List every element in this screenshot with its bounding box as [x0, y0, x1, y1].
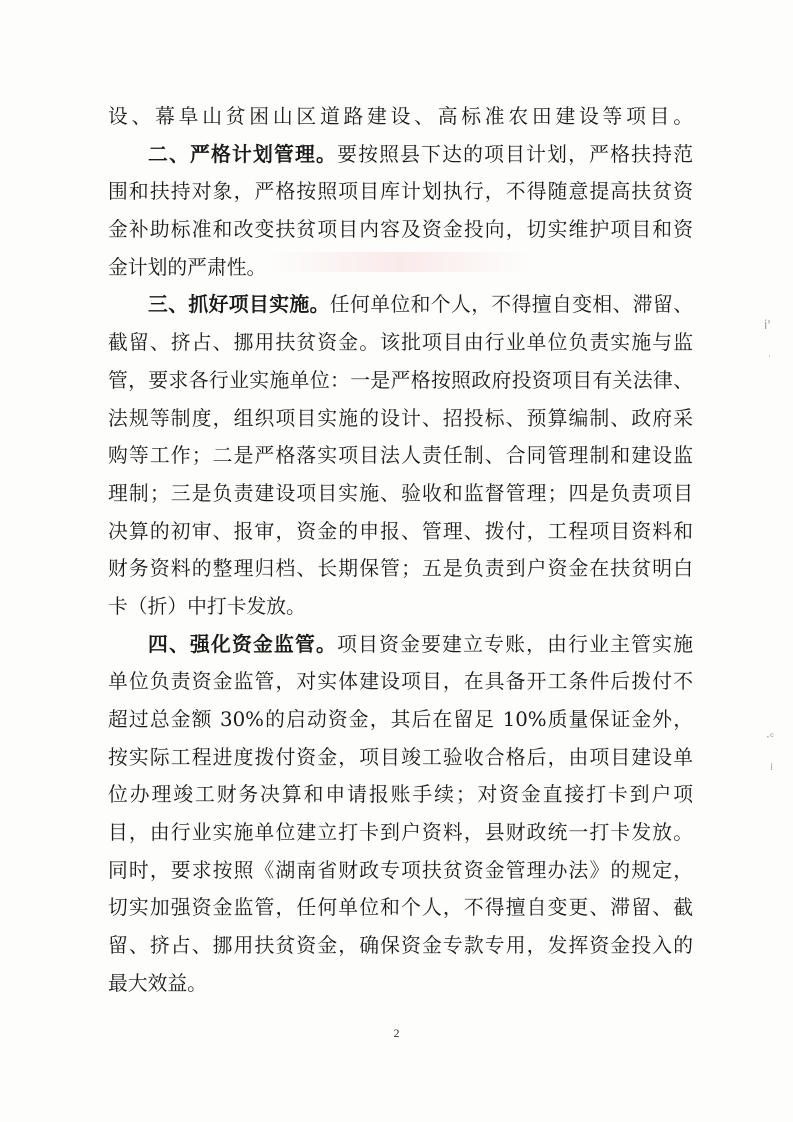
page-number: 2 [393, 1026, 400, 1040]
section-heading-line: 四、强化资金监管。项目资金要建立专账，由行业主管实施 [148, 632, 693, 656]
text-line: 决算的初审、报审，资金的申报、管理、拨付，工程项目资料和 [108, 519, 693, 543]
text-line: 目，由行业实施单位建立打卡到户资料，县财政统一打卡发放。 [108, 821, 693, 845]
text-line: 购等工作；二是严格落实项目法人责任制、合同管理制和建设监 [108, 444, 693, 468]
text-line: 法规等制度，组织项目实施的设计、招投标、预算编制、政府采 [108, 406, 693, 430]
text-line: 留、挤占、挪用扶贫资金，确保资金专款专用，发挥资金投入的 [108, 934, 693, 958]
section-heading-line: 二、严格计划管理。要按照县下达的项目计划，严格扶持范 [148, 142, 693, 166]
text-line: 财务资料的整理归档、长期保管；五是负责到户资金在扶贫明白 [108, 557, 693, 581]
text-line: 围和扶持对象，严格按照项目库计划执行，不得随意提高扶贫资 [108, 180, 693, 204]
scan-mark: ⅰ' [764, 318, 771, 332]
text-line: 最大效益。 [108, 971, 207, 995]
body-text [108, 98, 693, 1003]
scan-mark: ·ᶜ [766, 730, 775, 744]
text-line: 设、幕阜山贫困山区道路建设、高标准农田建设等项目。 [108, 105, 693, 128]
section-heading: 三、抓好项目实施。 [148, 293, 330, 317]
text-line: 金补助标准和改变扶贫项目内容及资金投向，切实维护项目和资 [108, 218, 693, 242]
scan-mark: · [768, 352, 771, 362]
text-line: 管，要求各行业实施单位：一是严格按照政府投资项目有关法律、 [108, 368, 693, 392]
text-line: 截留、挤占、挪用扶贫资金。该批项目由行业单位负责实施与监 [108, 331, 693, 355]
scan-mark: ⁞ [770, 762, 774, 773]
text-line: 位办理竣工财务决算和申请报账手续；对资金直接打卡到户项 [108, 783, 693, 807]
text-line: 金计划的严肃性。 [108, 255, 267, 279]
text-line: 按实际工程进度拨付资金，项目竣工验收合格后，由项目建设单 [108, 745, 693, 769]
section-heading-line: 三、抓好项目实施。任何单位和个人，不得擅自变相、滞留、 [148, 293, 693, 317]
text-line: 同时，要求按照《湖南省财政专项扶贫资金管理办法》的规定， [108, 858, 693, 882]
text-line: 理制；三是负责建设项目实施、验收和监督管理；四是负责项目 [108, 481, 693, 505]
text-line: 切实加强资金监管，任何单位和个人，不得擅自变更、滞留、截 [108, 896, 693, 920]
text-line: 卡（折）中打卡发放。 [108, 594, 306, 618]
text-line: 超过总金额 30%的启动资金，其后在留足 10%质量保证金外， [108, 708, 693, 731]
section-heading: 四、强化资金监管。 [148, 632, 338, 656]
text-line: 单位负责资金监管，对实体建设项目，在具备开工条件后拨付不 [108, 670, 693, 694]
section-heading: 二、严格计划管理。 [148, 142, 338, 166]
